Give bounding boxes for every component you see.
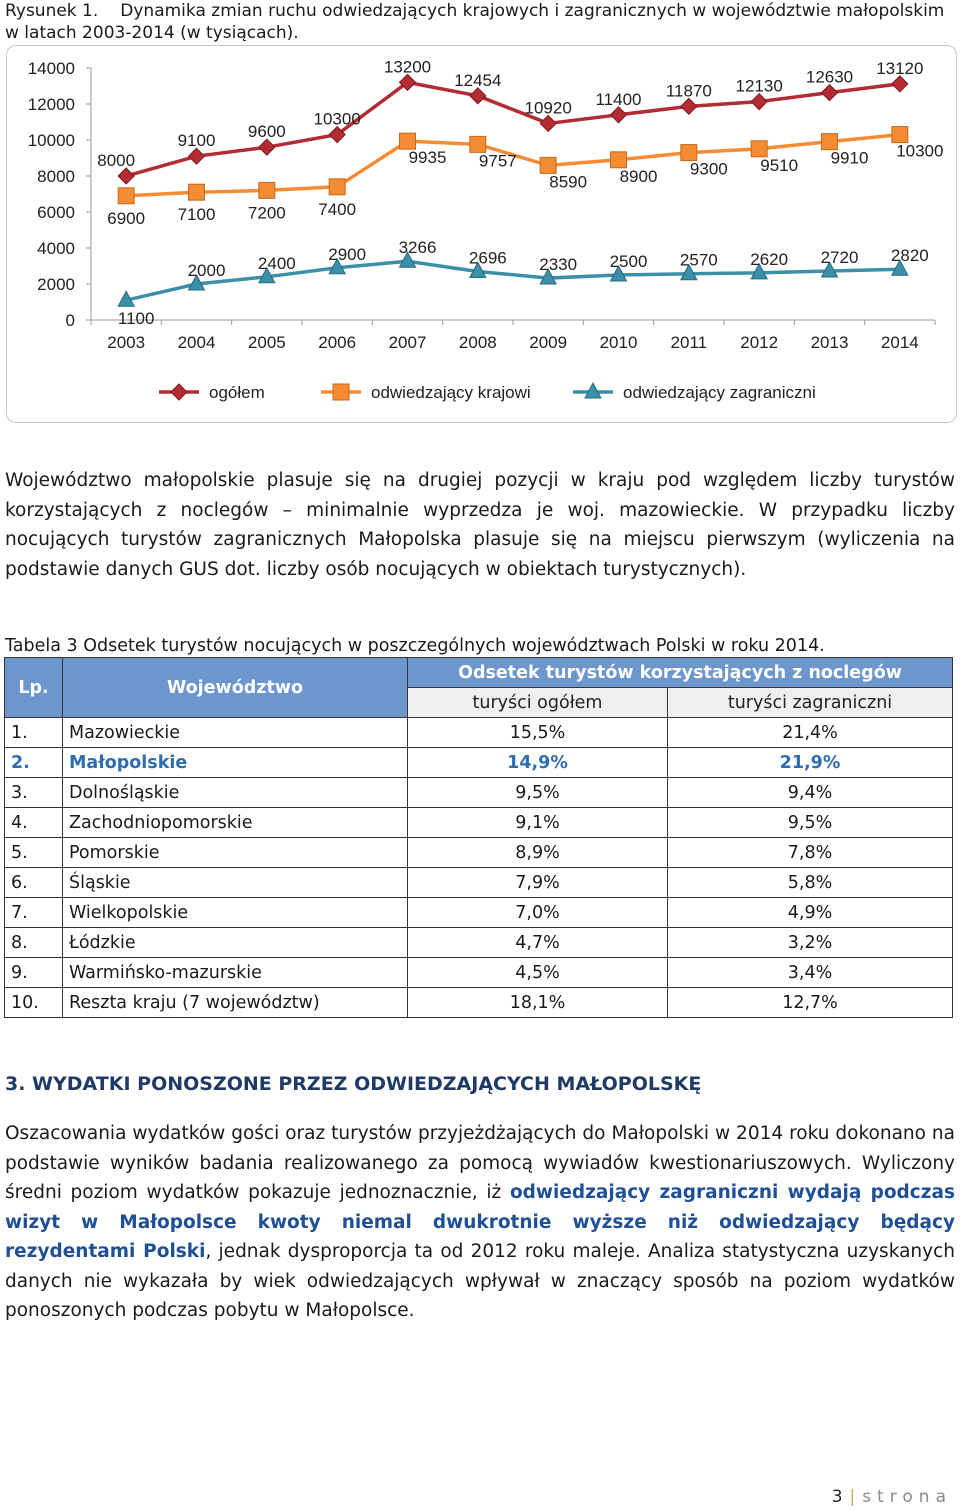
- y-tick-label: 14000: [27, 59, 75, 78]
- cell-name: Reszta kraju (7 województw): [63, 988, 408, 1018]
- y-tick-label: 8000: [37, 167, 75, 186]
- cell-foreign: 3,2%: [668, 928, 953, 958]
- cell-foreign: 21,9%: [668, 748, 953, 778]
- series-0-point: [611, 107, 627, 123]
- x-tick-label: 2009: [529, 333, 568, 352]
- footer-word: strona: [862, 1487, 952, 1507]
- cell-name: Zachodniopomorskie: [63, 808, 408, 838]
- cell-name: Warmińsko-mazurskie: [63, 958, 408, 988]
- series-0-point: [259, 139, 275, 155]
- cell-name: Pomorskie: [63, 838, 408, 868]
- data-label: 9600: [247, 122, 286, 142]
- legend-label: ogółem: [209, 383, 265, 402]
- cell-lp: 8.: [5, 928, 63, 958]
- data-label: 9935: [408, 148, 447, 168]
- x-tick-label: 2004: [177, 333, 216, 352]
- y-tick-label: 6000: [37, 203, 75, 222]
- data-label: 2900: [328, 244, 367, 264]
- series-0-point: [470, 88, 486, 104]
- table-row: [5, 718, 953, 748]
- y-tick-label: 4000: [37, 239, 75, 258]
- header-lp: Lp.: [5, 658, 63, 718]
- cell-all: 4,5%: [408, 958, 668, 988]
- series-1-point: [118, 188, 134, 204]
- series-1-point: [751, 141, 767, 157]
- footer-separator: |: [849, 1487, 857, 1507]
- data-label: 10300: [313, 109, 361, 129]
- voivodeship-table: [4, 657, 953, 1018]
- data-label: 11870: [665, 81, 712, 101]
- data-label: 8590: [549, 172, 588, 192]
- data-label: 9510: [760, 155, 799, 175]
- series-1-point: [681, 145, 697, 161]
- cell-name: Małopolskie: [63, 748, 408, 778]
- section-heading: 3. WYDATKI PONOSZONE PRZEZ ODWIEDZAJĄCYCH MAŁOPOLSKĘ: [5, 1073, 702, 1095]
- data-label: 6900: [107, 208, 146, 228]
- data-label: 7200: [247, 203, 286, 223]
- table-row: [5, 958, 953, 988]
- table-row: [5, 898, 953, 928]
- cell-name: Łódzkie: [63, 928, 408, 958]
- cell-all: 9,5%: [408, 778, 668, 808]
- cell-all: 9,1%: [408, 808, 668, 838]
- data-label: 9300: [689, 159, 728, 179]
- cell-all: 18,1%: [408, 988, 668, 1018]
- data-label: 13120: [876, 58, 924, 78]
- paragraph-expenses-a: Oszacowania wydatków gości oraz turystów przyjeżdżających do Małopolski w 2014 roku dokonano na podstawie wyników badania realizowanego za pomocą wywiadów kwestionariuszowych. Wyliczony średni poziom wydatków pokazuje jednoznacznie, iż: [5, 1123, 955, 1203]
- data-label: 10300: [896, 141, 944, 161]
- cell-lp: 1.: [5, 718, 63, 748]
- cell-name: Mazowieckie: [63, 718, 408, 748]
- series-1-point: [400, 133, 416, 149]
- table-row: [5, 988, 953, 1018]
- data-label: 9757: [478, 151, 517, 171]
- table-row: [5, 808, 953, 838]
- y-tick-label: 12000: [27, 95, 75, 114]
- legend-label: odwiedzający krajowi: [371, 383, 531, 402]
- cell-lp: 5.: [5, 838, 63, 868]
- cell-all: 7,9%: [408, 868, 668, 898]
- figure-caption-text: Dynamika zmian ruchu odwiedzających krajowych i zagranicznych w województwie małopolskim w latach 2003-2014 (w tysiącach).: [5, 1, 945, 43]
- series-1-point: [470, 136, 486, 152]
- x-tick-label: 2013: [810, 333, 849, 352]
- cell-foreign: 9,5%: [668, 808, 953, 838]
- cell-all: 8,9%: [408, 838, 668, 868]
- data-label: 12130: [735, 76, 783, 96]
- line-chart: [7, 46, 958, 424]
- data-label: 8000: [97, 151, 136, 170]
- cell-lp: 4.: [5, 808, 63, 838]
- cell-all: 7,0%: [408, 898, 668, 928]
- table-caption: Tabela 3 Odsetek turystów nocujących w poszczególnych województwach Polski w roku 2014.: [5, 636, 825, 656]
- series-0-point: [118, 168, 134, 184]
- page-footer: [832, 1487, 952, 1507]
- x-tick-label: 2003: [107, 333, 146, 352]
- legend-label: odwiedzający zagraniczni: [623, 383, 816, 402]
- cell-foreign: 21,4%: [668, 718, 953, 748]
- data-label: 12454: [454, 70, 502, 90]
- data-label: 12630: [805, 67, 854, 87]
- x-tick-label: 2012: [740, 333, 779, 352]
- data-label: 2000: [187, 261, 226, 280]
- header-all: turyści ogółem: [408, 688, 668, 718]
- x-tick-label: 2005: [247, 333, 286, 352]
- page-number: 3: [831, 1487, 844, 1507]
- series-1-point: [822, 134, 838, 150]
- series-0-point: [822, 85, 838, 101]
- data-label: 11400: [595, 89, 642, 109]
- cell-name: Śląskie: [63, 868, 408, 898]
- data-label: 13200: [383, 57, 432, 77]
- y-tick-label: 0: [65, 311, 75, 330]
- legend-marker-1-point: [333, 384, 349, 400]
- x-tick-label: 2014: [880, 333, 919, 352]
- data-label: 3266: [398, 238, 437, 258]
- legend-marker-0-point: [171, 384, 187, 400]
- series-0-point: [540, 115, 556, 131]
- cell-lp: 7.: [5, 898, 63, 928]
- data-label: 2330: [539, 255, 578, 275]
- figure-caption-label: Rysunek 1.: [5, 1, 99, 21]
- chart-frame: [6, 45, 957, 423]
- paragraph-expenses-highlight: odwiedzający zagraniczni wydają podczas wizyt w Małopolsce kwoty niemal dwukrotnie wyższe niż odwiedzający będący rezydentami Polski: [5, 1182, 956, 1262]
- series-0-point: [892, 76, 908, 92]
- data-label: 2500: [609, 252, 648, 271]
- data-label: 2400: [257, 253, 296, 273]
- table-row: [5, 928, 953, 958]
- header-foreign: turyści zagraniczni: [668, 688, 953, 718]
- data-label: 2720: [820, 248, 859, 268]
- cell-name: Dolnośląskie: [63, 778, 408, 808]
- cell-all: 15,5%: [408, 718, 668, 748]
- series-1-point: [259, 182, 275, 198]
- cell-foreign: 9,4%: [668, 778, 953, 808]
- cell-foreign: 4,9%: [668, 898, 953, 928]
- y-tick-label: 10000: [27, 131, 75, 150]
- series-1-point: [189, 184, 205, 200]
- data-label: 7100: [177, 205, 216, 225]
- cell-foreign: 5,8%: [668, 868, 953, 898]
- data-label: 2696: [468, 248, 507, 268]
- cell-lp: 10.: [5, 988, 63, 1018]
- series-1-point: [611, 152, 627, 168]
- cell-foreign: 12,7%: [668, 988, 953, 1018]
- x-tick-label: 2008: [458, 333, 497, 352]
- series-1-point: [892, 127, 908, 143]
- cell-lp: 3.: [5, 778, 63, 808]
- cell-lp: 6.: [5, 868, 63, 898]
- paragraph-expenses-b: , jednak dysproporcja ta od 2012 roku maleje. Analiza statystyczna uzyskanych danych nie wykazała by wiek odwiedzających wpływał w znaczący sposób na poziom wydatków ponoszonych podczas pobytu w Małopolsce.: [5, 1241, 955, 1321]
- header-group: Odsetek turystów korzystających z noclegów: [408, 658, 953, 688]
- series-0-point: [681, 98, 697, 114]
- data-label: 9910: [830, 148, 869, 168]
- series-1-point: [540, 157, 556, 173]
- figure-caption: [5, 0, 955, 44]
- y-tick-label: 2000: [37, 275, 75, 294]
- series-0-point: [751, 94, 767, 110]
- x-tick-label: 2007: [388, 333, 427, 352]
- x-tick-label: 2010: [599, 333, 638, 352]
- cell-all: 14,9%: [408, 748, 668, 778]
- x-tick-label: 2011: [670, 333, 708, 352]
- table-row: [5, 778, 953, 808]
- table-row: [5, 838, 953, 868]
- series-0-point: [189, 148, 205, 164]
- paragraph-ranking: Województwo małopolskie plasuje się na drugiej pozycji w kraju pod względem liczby turystów korzystających z noclegów – minimalnie wyprzedza je woj. mazowieckie. W przypadku liczby nocujących turystów zagranicznych Małopolska plasuje się na miejscu pierwszym (wyliczenia na podstawie danych GUS dot. liczby osób nocujących w obiektach turystycznych).: [5, 470, 955, 580]
- paragraph-expenses: [5, 1119, 955, 1326]
- cell-foreign: 3,4%: [668, 958, 953, 988]
- cell-lp: 9.: [5, 958, 63, 988]
- cell-lp: 2.: [5, 748, 63, 778]
- data-label: 1100: [117, 309, 155, 329]
- data-label: 2620: [750, 249, 789, 269]
- data-label: 2570: [679, 250, 718, 270]
- cell-name: Wielkopolskie: [63, 898, 408, 928]
- data-label: 10920: [524, 98, 572, 118]
- data-label: 2820: [890, 246, 929, 266]
- data-label: 8900: [619, 166, 658, 186]
- cell-foreign: 7,8%: [668, 838, 953, 868]
- x-tick-label: 2006: [318, 333, 357, 352]
- series-1-point: [329, 179, 345, 195]
- header-voivodeship: Województwo: [63, 658, 408, 718]
- table-row: [5, 748, 953, 778]
- data-label: 7400: [318, 199, 357, 219]
- data-label: 9100: [177, 131, 216, 151]
- table-row: [5, 868, 953, 898]
- cell-all: 4,7%: [408, 928, 668, 958]
